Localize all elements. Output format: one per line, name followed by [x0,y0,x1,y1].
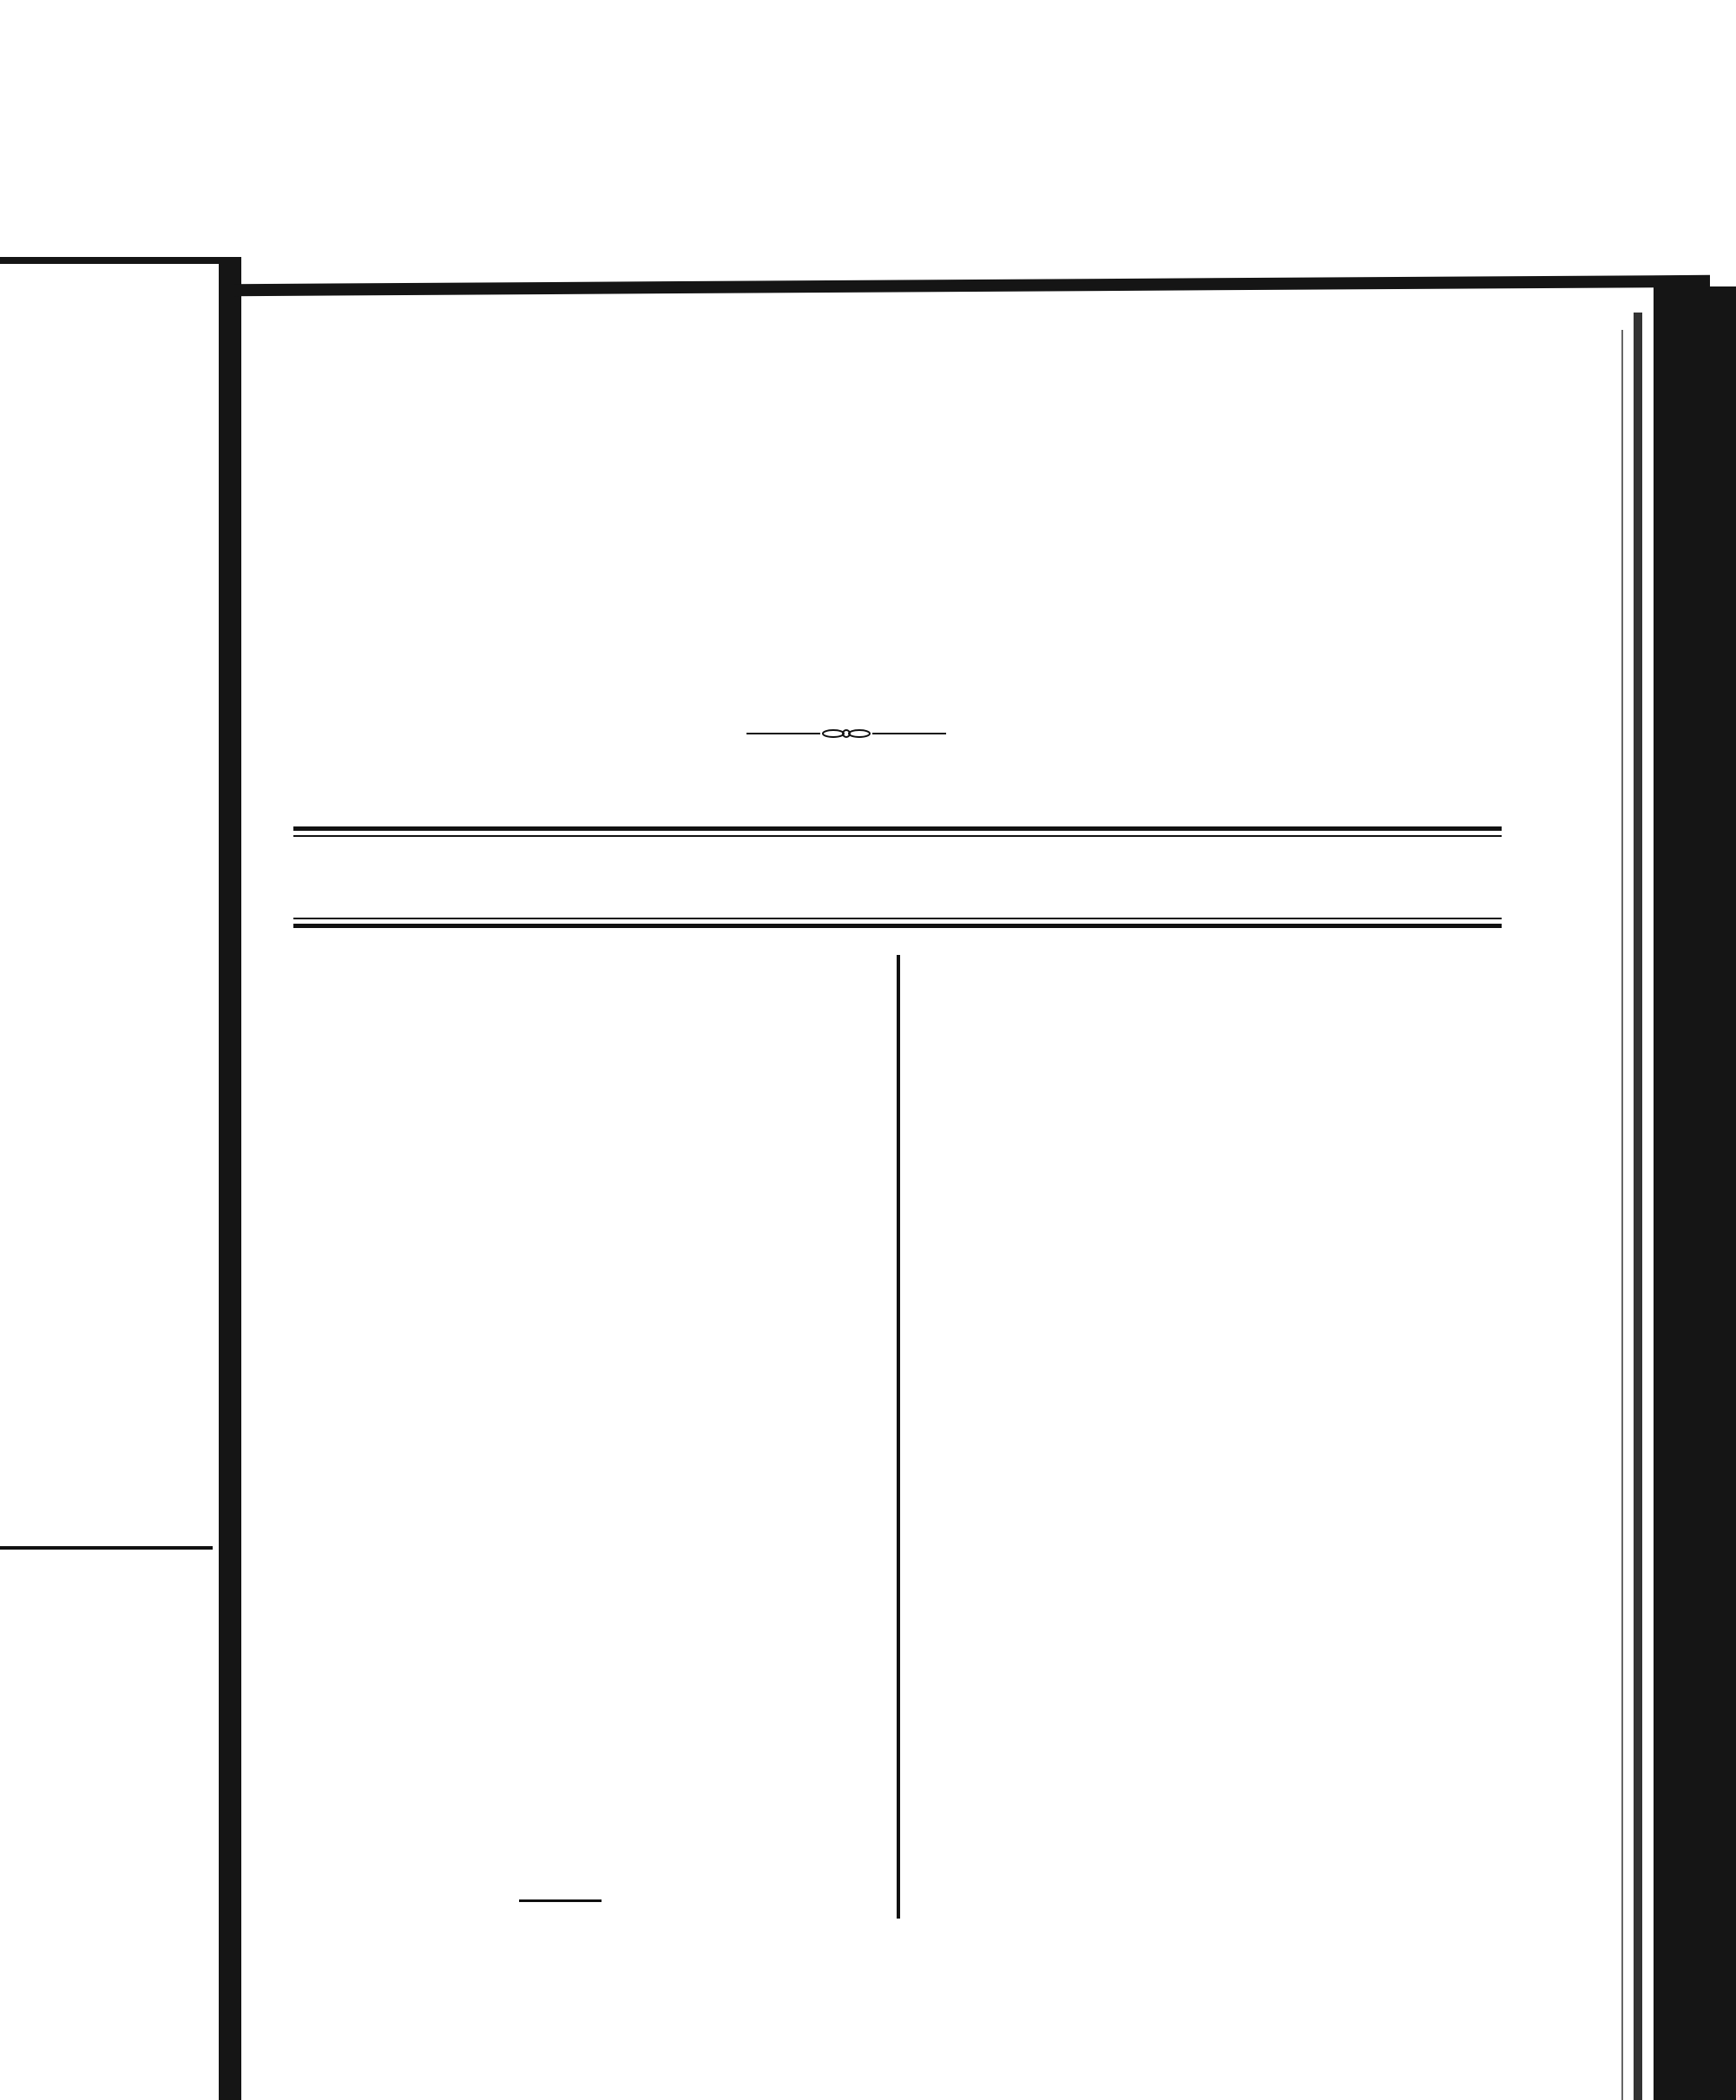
ornament-divider [746,726,946,736]
page-edge-line [1621,330,1623,2100]
scan-border-top [234,275,1710,296]
poem-end-rule [519,1899,602,1902]
motto-rule-top-thin [293,835,1502,837]
scan-border-top-left [0,257,227,264]
scan-border-gutter [219,257,241,2100]
scan-border-right [1654,286,1736,2100]
left-page-rule [0,1546,213,1550]
scan-border-right-inner [1634,313,1642,2100]
column-divider [897,955,900,1919]
motto-rule-bottom-thick [293,924,1502,928]
motto-rule-top-thick [293,826,1502,831]
motto-rule-bottom-thin [293,918,1502,919]
